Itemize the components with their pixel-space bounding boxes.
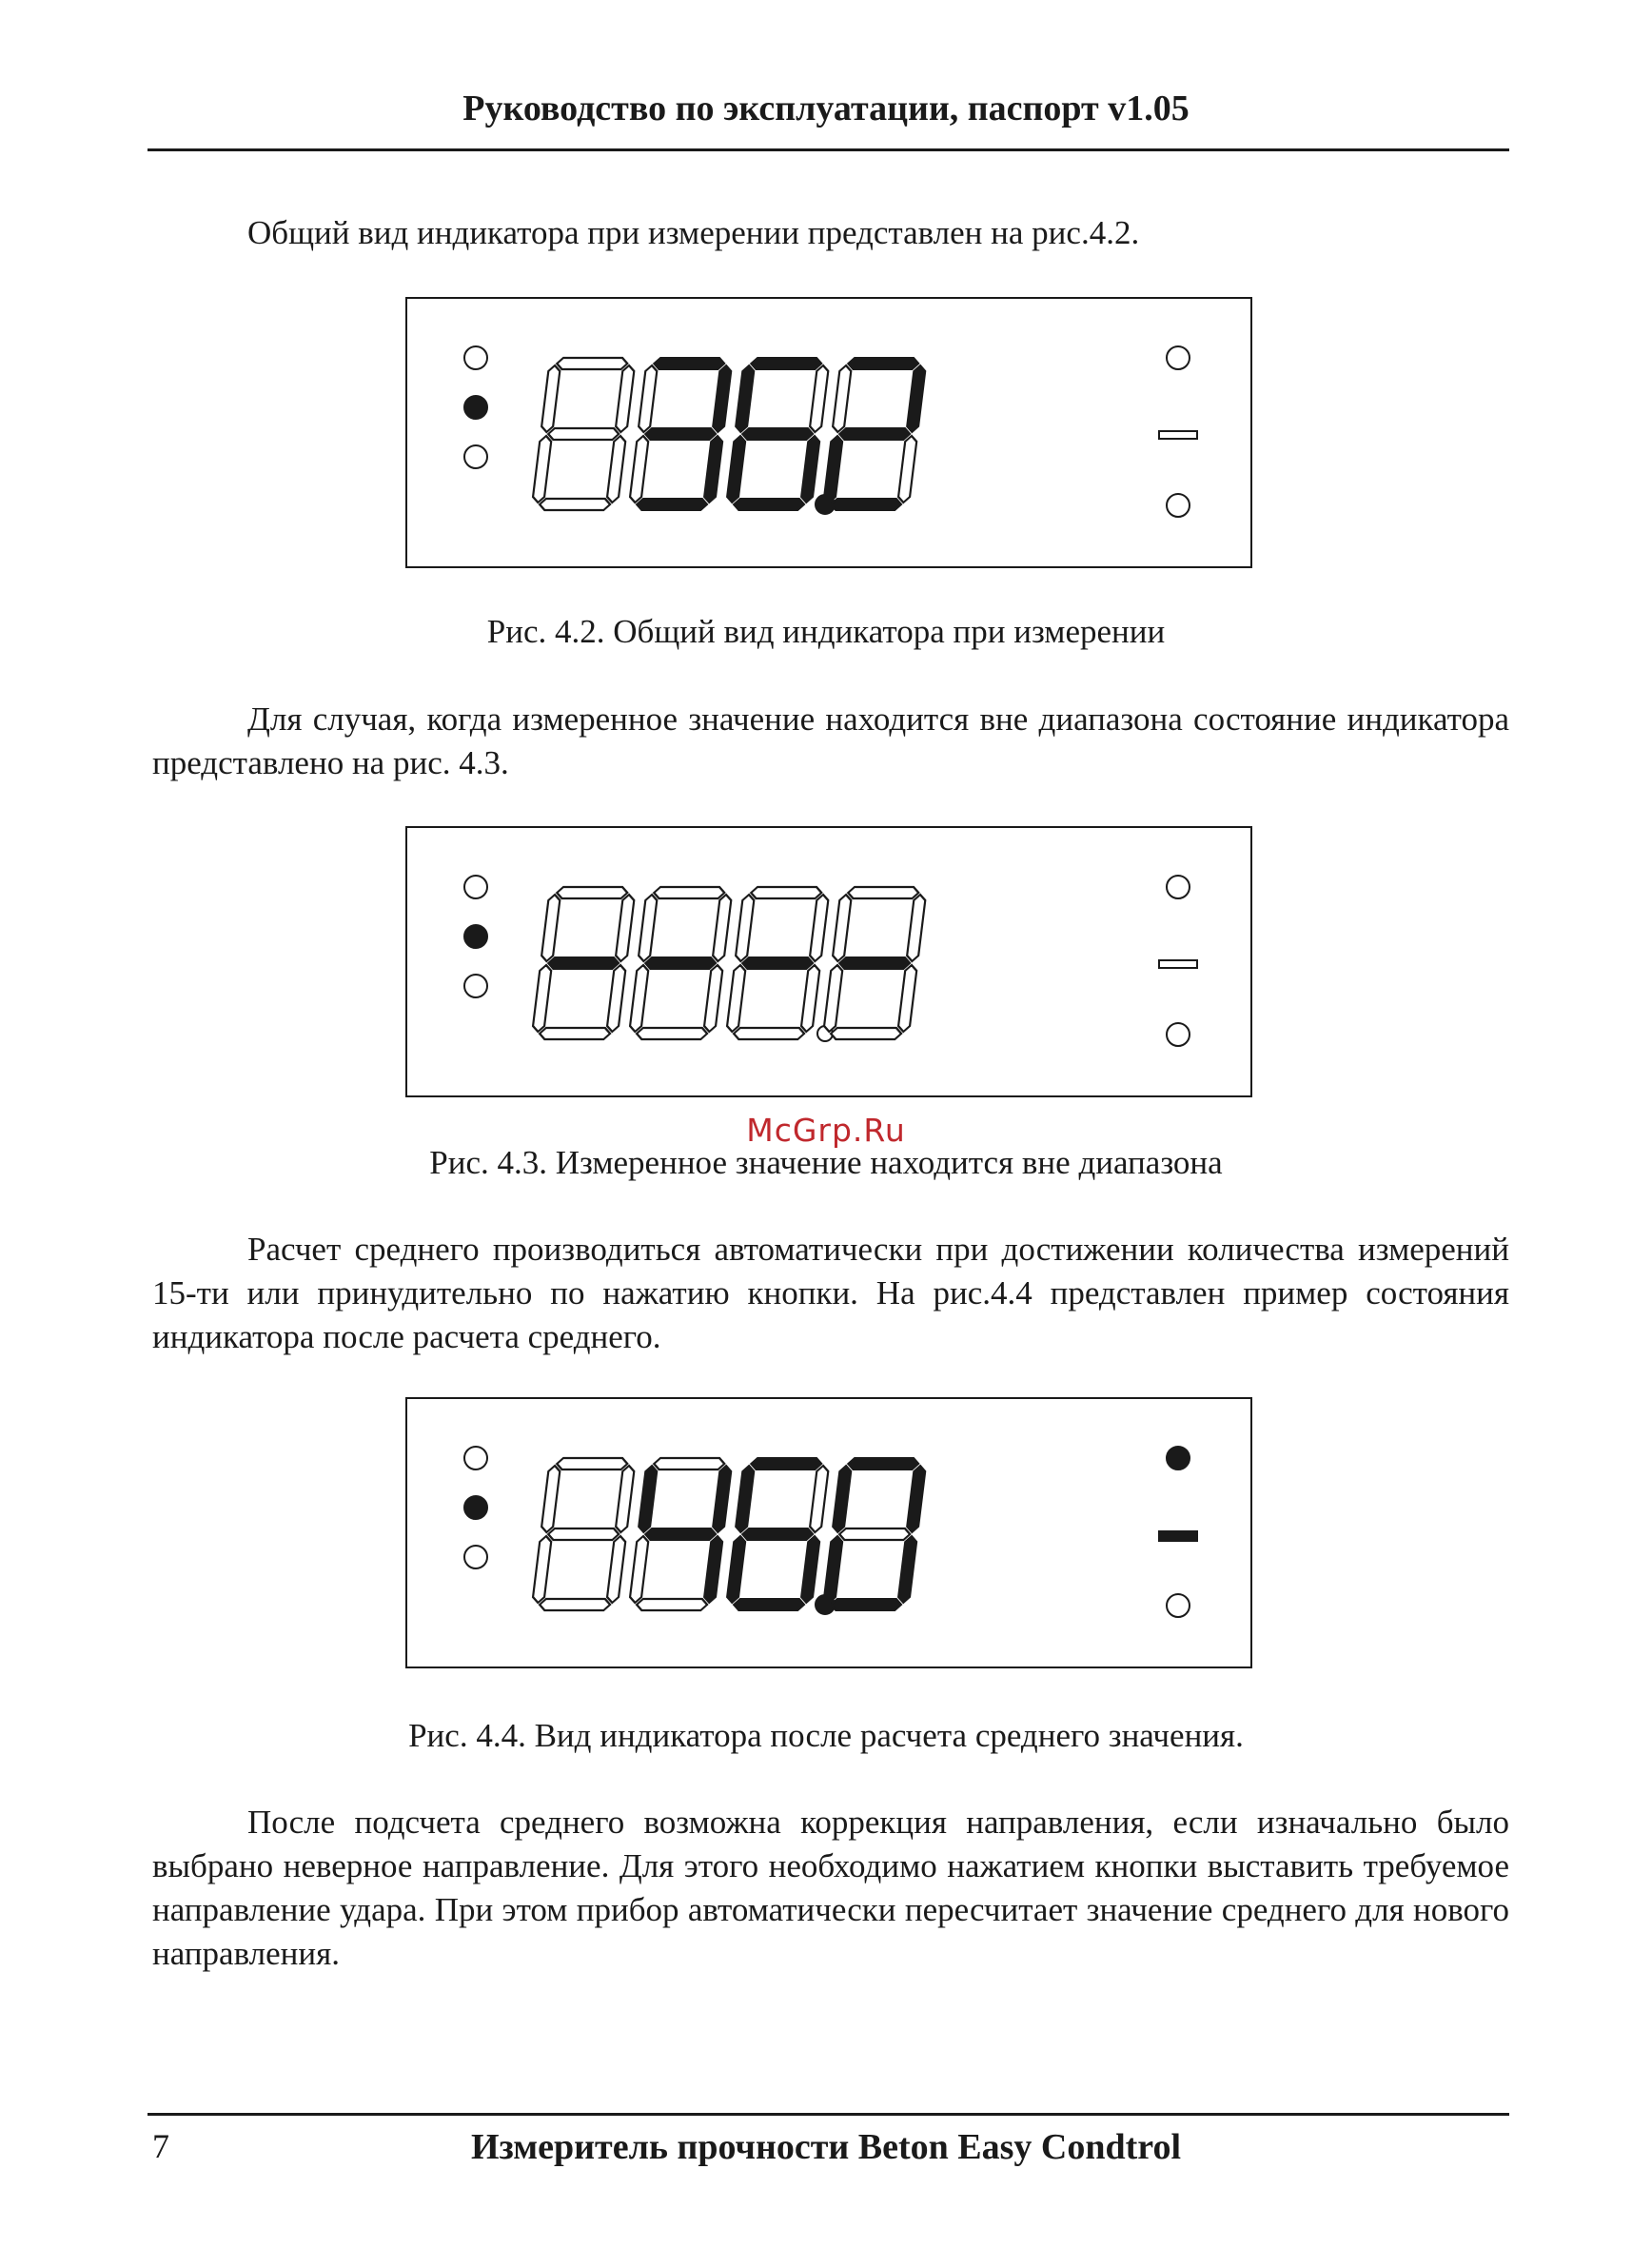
segment-a [848,887,919,898]
left-led-1 [464,876,487,898]
segment-g [644,428,716,440]
segment-a [848,358,919,369]
segment-a [654,887,725,898]
left-led-2 [464,396,487,419]
segment-b [906,365,926,432]
segment-c [606,1536,626,1603]
segment-f [638,365,658,432]
segment-d [539,1028,610,1039]
segment-f [735,895,755,961]
segment-a [751,1458,822,1469]
right-indicator-bar [1159,1531,1197,1541]
segment-e [726,1536,746,1603]
segment-f [638,1466,658,1532]
segment-g [838,1528,910,1540]
segment-c [606,965,626,1032]
segment-d [830,499,901,510]
segment-e [823,1536,843,1603]
segment-d [539,499,610,510]
left-led-1 [464,346,487,369]
segment-b [712,1466,732,1532]
page-number: 7 [152,2127,169,2165]
watermark: McGrp.Ru [746,1112,906,1149]
segment-f [735,365,755,432]
page-header-title: Руководство по эксплуатации, паспорт v1.05 [462,89,1190,128]
segment-c [703,965,723,1032]
seven-segment-digit-4 [822,1458,927,1610]
segment-d [733,1028,804,1039]
segment-b [712,895,732,961]
segment-g [547,1528,619,1540]
segment-d [830,1028,901,1039]
seven-segment-digit-4 [822,358,927,510]
paragraph-direction-correction: После подсчета среднего возможна коррекция направления, если изначально было выбрано неверное направление. Для этого необходимо нажатием кнопки выставить требуемое направление удара. При этом прибор автоматически пересчитает значение среднего для нового направления. [152,1804,1509,1972]
segment-e [726,965,746,1032]
segment-c [606,436,626,503]
left-led-3 [464,1546,487,1568]
right-indicator-bar [1159,960,1197,968]
segment-a [557,358,628,369]
seven-segment-digit-1 [531,887,636,1039]
segment-e [726,436,746,503]
segment-b [615,365,635,432]
left-led-3 [464,975,487,997]
segment-g [644,957,716,969]
seven-segment-digit-2 [628,1458,733,1610]
page-footer-title: Измеритель прочности Beton Easy Condtrol [470,2127,1182,2167]
segment-c [897,1536,917,1603]
segment-b [906,1466,926,1532]
seven-segment-digit-2 [628,887,733,1039]
right-led-top [1167,1447,1190,1469]
segment-g [838,957,910,969]
seven-segment-digit-1 [531,358,636,510]
segment-c [800,436,820,503]
seven-segment-digit-3 [725,887,830,1039]
segment-g [741,428,813,440]
segment-c [800,965,820,1032]
segment-a [557,1458,628,1469]
segment-e [823,436,843,503]
seven-segment-digit-3 [725,358,830,510]
segment-f [832,365,852,432]
figure-caption-4-4: Рис. 4.4. Вид индикатора после расчета среднего значения. [408,1717,1244,1754]
segment-f [638,895,658,961]
indicator-figure-4-2 [405,297,1252,568]
left-led-3 [464,445,487,468]
seven-segment-digit-2 [628,358,733,510]
indicator-display-4-3 [407,828,1254,1099]
indicator-display-4-2 [407,299,1254,570]
seven-segment-digit-1 [531,1458,636,1610]
segment-f [541,895,560,961]
segment-d [733,499,804,510]
segment-d [830,1599,901,1610]
segment-a [751,358,822,369]
segment-c [897,436,917,503]
segment-b [712,365,732,432]
segment-c [897,965,917,1032]
segment-f [832,895,852,961]
left-led-1 [464,1447,487,1469]
segment-g [838,428,910,440]
segment-a [848,1458,919,1469]
indicator-figure-4-3 [405,826,1252,1097]
segment-g [741,1528,813,1540]
segment-b [906,895,926,961]
segment-e [629,436,649,503]
segment-f [832,1466,852,1532]
paragraph-average: Расчет среднего производиться автоматически при достижении количества измерений 15-ти или принудительно по нажатию кнопки. На рис.4.4 представлен пример состояния индикатора после расчета среднего. [152,1231,1509,1355]
right-led-bottom [1167,1594,1190,1617]
segment-g [547,957,619,969]
segment-e [629,1536,649,1603]
footer-divider [148,2113,1509,2116]
segment-e [629,965,649,1032]
segment-b [809,365,829,432]
left-led-2 [464,1496,487,1519]
right-led-top [1167,346,1190,369]
segment-a [751,887,822,898]
seven-segment-digit-4 [822,887,927,1039]
segment-b [809,895,829,961]
right-led-bottom [1167,1023,1190,1046]
header-divider [148,148,1509,151]
segment-e [823,965,843,1032]
segment-c [800,1536,820,1603]
segment-e [532,965,552,1032]
segment-f [541,1466,560,1532]
segment-a [654,1458,725,1469]
segment-e [532,436,552,503]
indicator-display-4-4 [407,1399,1254,1670]
figure-caption-4-2: Рис. 4.2. Общий вид индикатора при измерении [486,613,1166,650]
seven-segment-digit-3 [725,1458,830,1610]
segment-e [532,1536,552,1603]
segment-a [557,887,628,898]
segment-d [636,1599,707,1610]
paragraph-intro: Общий вид индикатора при измерении представлен на рис.4.2. [247,214,1140,251]
segment-d [636,499,707,510]
segment-d [733,1599,804,1610]
indicator-figure-4-4 [405,1397,1252,1668]
right-led-top [1167,876,1190,898]
segment-b [615,1466,635,1532]
right-led-bottom [1167,494,1190,517]
segment-c [703,1536,723,1603]
right-indicator-bar [1159,431,1197,439]
left-led-2 [464,925,487,948]
segment-g [741,957,813,969]
segment-f [541,365,560,432]
segment-a [654,358,725,369]
segment-b [809,1466,829,1532]
segment-c [703,436,723,503]
segment-d [539,1599,610,1610]
segment-f [735,1466,755,1532]
figure-caption-4-3: Рис. 4.3. Измеренное значение находится вне диапазона [429,1144,1223,1181]
paragraph-out-of-range: Для случая, когда измеренное значение находится вне диапазона состояние индикатора представлено на рис. 4.3. [152,700,1509,781]
segment-g [547,428,619,440]
segment-d [636,1028,707,1039]
segment-b [615,895,635,961]
segment-g [644,1528,716,1540]
